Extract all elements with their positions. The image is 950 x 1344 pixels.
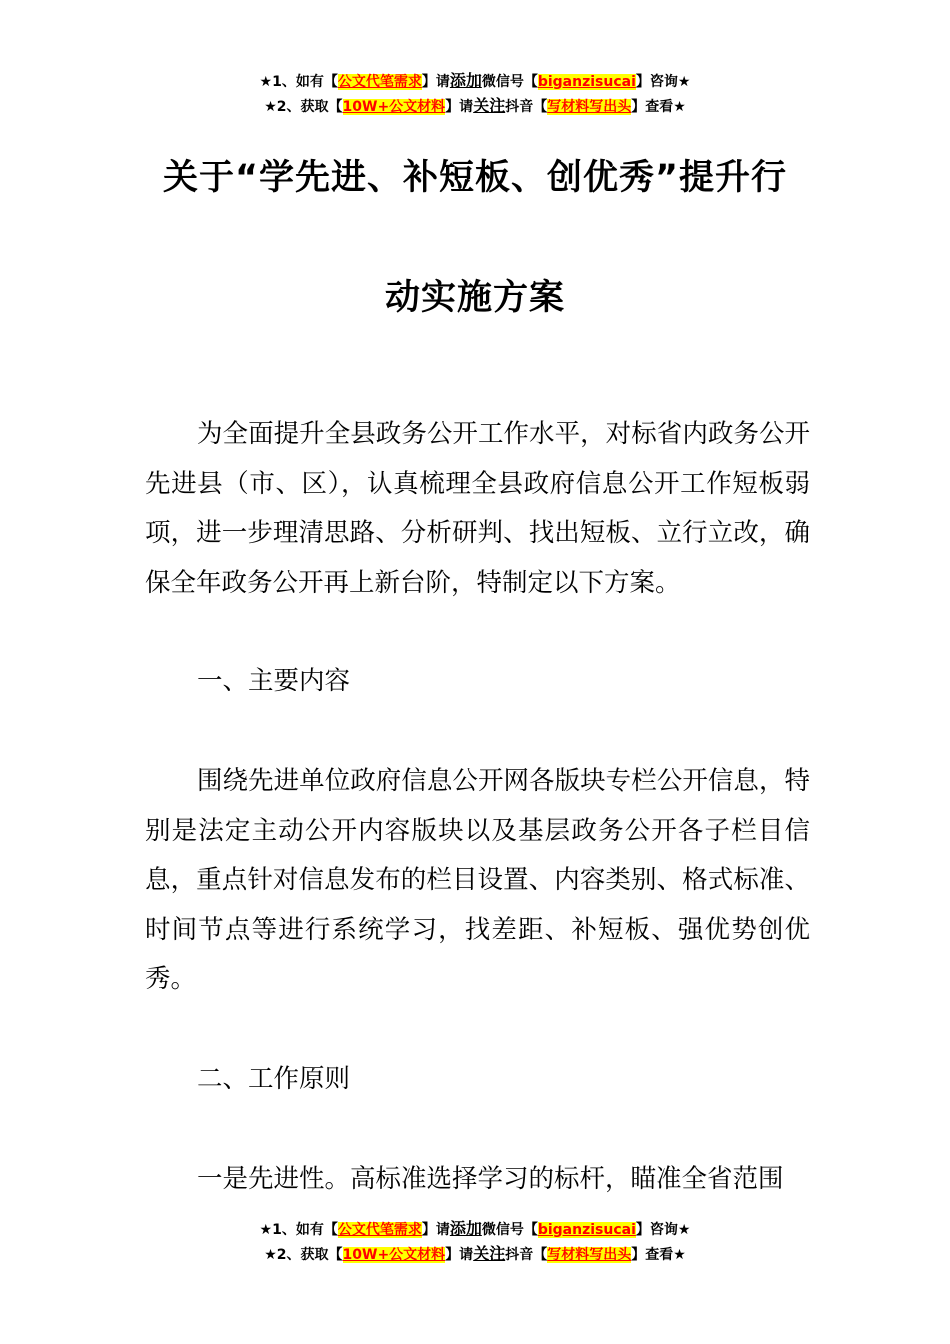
- banner-text: ★1、如有【: [259, 1222, 338, 1238]
- section-1-paragraph: [145, 757, 810, 1005]
- banner-text: 】请: [421, 74, 450, 90]
- banner-text: 微信号【: [481, 74, 538, 90]
- paragraph-text: 为全面提升全县政务公开工作水平，对标省内政务公开先进县（市、区），认真梳理全县政府信息公开工作短板弱项，进一步理清思路、分析研判、找出短板、立行立改，确保全年政务公开再上新台阶，特制定以下方案。: [145, 419, 810, 598]
- banner-highlight: 公文代笔需求: [337, 74, 422, 90]
- banner-highlight: 公文代笔需求: [337, 1222, 422, 1238]
- banner-highlight: 写材料写出头: [547, 99, 632, 115]
- banner-emphasis: 关注: [473, 96, 506, 115]
- intro-paragraph: [145, 410, 810, 608]
- banner-text: 】请: [445, 1247, 474, 1263]
- header-banner: [0, 69, 950, 119]
- banner-highlight: biganzisucai: [537, 74, 636, 90]
- banner-text: 】咨询★: [635, 74, 691, 90]
- banner-highlight: 写材料写出头: [547, 1247, 632, 1263]
- banner-text: 】咨询★: [635, 1222, 691, 1238]
- document-title-line-2: 动实施方案: [384, 278, 565, 318]
- banner-highlight: biganzisucai: [537, 1222, 636, 1238]
- banner-emphasis: 添加: [449, 1219, 482, 1238]
- paragraph-text: 围绕先进单位政府信息公开网各版块专栏公开信息，特别是法定主动公开内容版块以及基层政务公开各子栏目信息，重点针对信息发布的栏目设置、内容类别、格式标准、时间节点等进行系统学习，找差距、补短板、强优势创优秀。: [145, 766, 810, 995]
- banner-text: 】请: [445, 99, 474, 115]
- document-title-line-1: 关于“学先进、补短板、创优秀”提升行: [162, 158, 787, 198]
- paragraph-text: 一是先进性。高标准选择学习的标杆，瞄准全省范围: [197, 1164, 784, 1194]
- banner-text: ★1、如有【: [259, 74, 338, 90]
- banner-highlight: 10W+公文材料: [342, 1247, 446, 1263]
- section-2-paragraph: [145, 1155, 810, 1205]
- section-heading-1: [145, 657, 810, 707]
- banner-line-1: [0, 69, 950, 94]
- banner-highlight: 10W+公文材料: [342, 99, 446, 115]
- banner-emphasis: 添加: [449, 71, 482, 90]
- banner-text: ★2、获取【: [264, 99, 343, 115]
- banner-text: ★2、获取【: [264, 1247, 343, 1263]
- banner-text: 】查看★: [631, 99, 686, 115]
- section-heading-2: [145, 1055, 810, 1105]
- banner-emphasis: 关注: [473, 1244, 506, 1263]
- banner-line-2: [0, 94, 950, 119]
- banner-text: 】请: [421, 1222, 450, 1238]
- banner-line-1: [0, 1217, 950, 1242]
- banner-text: 抖音【: [505, 99, 548, 115]
- heading-text: 一、主要内容: [197, 666, 351, 696]
- banner-text: 】查看★: [631, 1247, 686, 1263]
- banner-line-2: [0, 1242, 950, 1267]
- banner-text: 抖音【: [505, 1247, 548, 1263]
- footer-banner: [0, 1217, 950, 1267]
- banner-text: 微信号【: [481, 1222, 538, 1238]
- heading-text: 二、工作原则: [197, 1064, 351, 1094]
